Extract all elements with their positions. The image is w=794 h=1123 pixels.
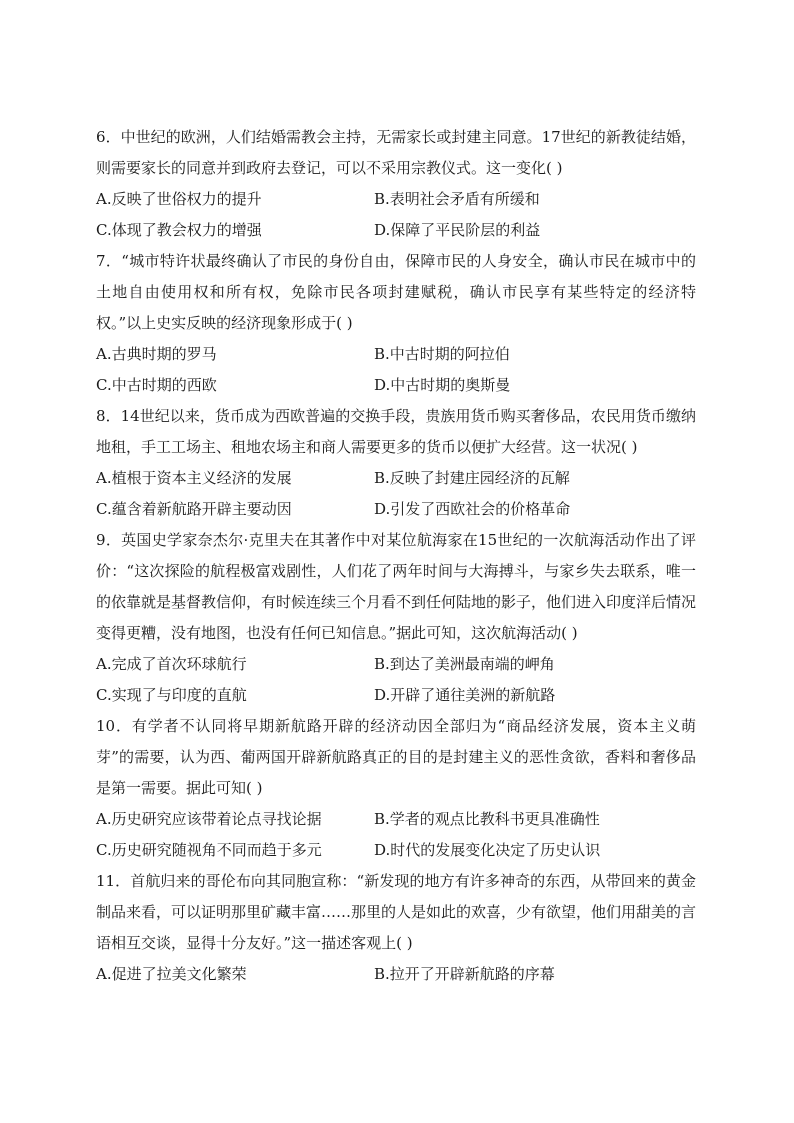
option-item: A.历史研究应该带着论点寻找论据 — [96, 810, 322, 828]
question-block — [96, 866, 696, 990]
question-stem: 10．有学者不认同将早期新航路开辟的经济动因全部归为“商品经济发展，资本主义萌芽”的需要，认为西、葡两国开辟新航路真正的目的是封建主义的恶性贪欲，香料和奢侈品是第一需要。据此可知( ) — [96, 717, 696, 797]
option-item: B.拉开了开辟新航路的序幕 — [374, 965, 555, 983]
option-item: C.中古时期的西欧 — [96, 376, 217, 394]
question-list — [96, 122, 696, 990]
options-grid — [96, 339, 696, 401]
option-item: B.表明社会矛盾有所缓和 — [374, 190, 540, 208]
option-item: B.中古时期的阿拉伯 — [374, 345, 510, 363]
option-item: B.反映了封建庄园经济的瓦解 — [374, 469, 570, 487]
question-block — [96, 711, 696, 866]
option-item: C.体现了教会权力的增强 — [96, 221, 262, 239]
options-grid — [96, 184, 696, 246]
question-block — [96, 122, 696, 246]
option-item: D.保障了平民阶层的利益 — [374, 221, 541, 239]
question-block — [96, 525, 696, 711]
option-item: A.反映了世俗权力的提升 — [96, 190, 262, 208]
option-item: A.植根于资本主义经济的发展 — [96, 469, 292, 487]
options-grid — [96, 463, 696, 525]
question-stem: 11．首航归来的哥伦布向其同胞宣称：“新发现的地方有许多神奇的东西，从带回来的黄金制品来看，可以证明那里矿藏丰富……那里的人是如此的欢喜，少有欲望，他们用甜美的言语相互交谈，显得十分友好。”这一描述客观上( ) — [96, 872, 697, 952]
option-item: B.学者的观点比教科书更具准确性 — [374, 810, 600, 828]
option-item: C.蕴含着新航路开辟主要动因 — [96, 500, 292, 518]
option-item: A.完成了首次环球航行 — [96, 655, 247, 673]
option-item: A.古典时期的罗马 — [96, 345, 217, 363]
option-item: D.中古时期的奥斯曼 — [374, 376, 511, 394]
option-item: D.开辟了通往美洲的新航路 — [374, 686, 556, 704]
question-stem: 9．英国史学家奈杰尔·克里夫在其著作中对某位航海家在15世纪的一次航海活动作出了评价：“这次探险的航程极富戏剧性，人们花了两年时间与大海搏斗，与家乡失去联系，唯一的依靠就是基督教信仰，有时候连续三个月看不到任何陆地的影子，他们进入印度洋后情况变得更糟，没有地图，也没有任何已知信息。”据此可知，这次航海活动( ) — [96, 531, 697, 642]
option-item: A.促进了拉美文化繁荣 — [96, 965, 247, 983]
option-item: D.时代的发展变化决定了历史认识 — [374, 841, 601, 859]
question-block — [96, 246, 696, 401]
question-stem: 8．14世纪以来，货币成为西欧普遍的交换手段，贵族用货币购买奢侈品，农民用货币缴纳地租，手工工场主、租地农场主和商人需要更多的货币以便扩大经营。这一状况( ) — [96, 407, 696, 456]
question-stem: 6．中世纪的欧洲，人们结婚需教会主持，无需家长或封建主同意。17世纪的新教徒结婚，则需要家长的同意并到政府去登记，可以不采用宗教仪式。这一变化( ) — [96, 128, 696, 177]
option-item: B.到达了美洲最南端的岬角 — [374, 655, 555, 673]
option-item: D.引发了西欧社会的价格革命 — [374, 500, 571, 518]
options-grid — [96, 959, 696, 990]
question-block — [96, 401, 696, 525]
options-grid — [96, 804, 696, 866]
option-item: C.实现了与印度的直航 — [96, 686, 247, 704]
option-item: C.历史研究随视角不同而趋于多元 — [96, 841, 322, 859]
question-stem: 7．“城市特许状最终确认了市民的身份自由，保障市民的人身安全，确认市民在城市中的土地自由使用权和所有权，免除市民各项封建赋税，确认市民享有某些特定的经济特权。”以上史实反映的经济现象形成于( ) — [96, 252, 696, 332]
options-grid — [96, 649, 696, 711]
